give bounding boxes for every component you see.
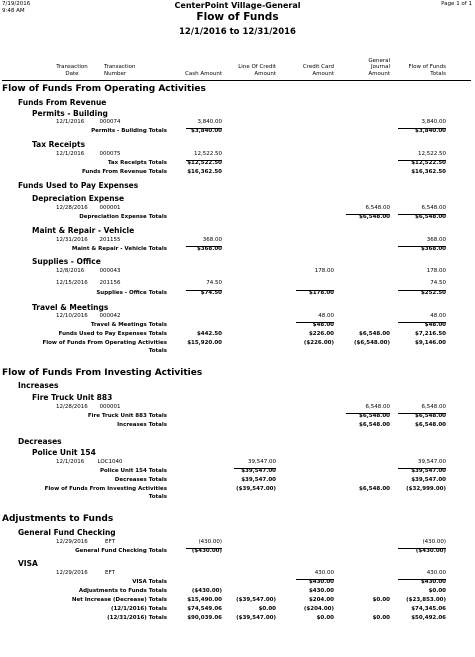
totals-row <box>0 413 475 422</box>
gj-amount: $6,548.00 <box>359 486 390 492</box>
subtotal-rule <box>398 128 446 129</box>
totals-label: Tax Receipts Totals <box>107 160 167 166</box>
col-credit-card-amount: Credit Card Amount <box>302 64 334 77</box>
total-amount: $48.00 <box>424 322 446 328</box>
totals-row <box>0 160 475 169</box>
subtotal-rule <box>398 160 446 161</box>
totals-label: VISA Totals <box>132 579 167 585</box>
total-amount: ($23,853.00) <box>406 597 446 603</box>
transaction-number: 000075 <box>99 151 121 157</box>
transaction-number: 000074 <box>99 119 121 125</box>
totals-label: Fire Truck Unit 883 Totals <box>87 413 167 419</box>
total-amount: $368.00 <box>420 246 446 252</box>
totals-label: Permits - Building Totals <box>91 128 167 134</box>
cash-amount: $3,840.00 <box>191 128 222 134</box>
subtotal-rule <box>296 290 334 291</box>
totals-label: Adjustments to Funds Totals <box>78 588 167 594</box>
police-unit-heading: Police Unit 154 <box>32 448 96 457</box>
totals-label: (12/31/2016) Totals <box>107 615 167 621</box>
cc-amount: $226.00 <box>308 331 334 337</box>
transaction-number: 000043 <box>99 268 121 274</box>
totals-row <box>0 579 475 588</box>
subtotal-rule <box>398 214 446 215</box>
gj-amount: $6,548.00 <box>359 214 390 220</box>
transaction-date: 12/1/2016 <box>56 151 85 157</box>
section-adjustments-heading: Adjustments to Funds <box>2 514 114 524</box>
cc-amount: 178.00 <box>314 268 334 274</box>
totals-label: General Fund Checking Totals <box>75 548 167 554</box>
gj-amount: $0.00 <box>372 597 390 603</box>
gj-amount: $6,548.00 <box>359 413 390 419</box>
totals-label: Supplies - Office Totals <box>96 290 167 296</box>
cc-amount: $178.00 <box>308 290 334 296</box>
supplies-office-heading: Supplies - Office <box>32 257 101 266</box>
tax-receipts-heading: Tax Receipts <box>32 140 86 149</box>
cc-amount: ($226.00) <box>303 340 334 346</box>
totals-row <box>0 486 475 500</box>
transaction-date: 12/15/2016 <box>56 280 88 286</box>
travel-meetings-heading: Travel & Meetings <box>32 303 109 312</box>
cc-amount: 430.00 <box>314 570 334 576</box>
total-amount: $6,548.00 <box>415 422 446 428</box>
section-investing-heading: Flow of Funds From Investing Activities <box>2 368 203 378</box>
loc-amount: 39,547.00 <box>248 459 276 465</box>
subtotal-rule <box>398 322 446 323</box>
page-number: Page 1 of 1 <box>441 1 472 7</box>
transaction-date: 12/29/2016 <box>56 570 88 576</box>
funds-from-revenue-heading: Funds From Revenue <box>18 98 107 107</box>
totals-row <box>0 322 475 331</box>
cash-amount: $442.50 <box>196 331 222 337</box>
totals-row <box>0 422 475 431</box>
col-line-of-credit-amount: Line Of Credit Amount <box>238 64 276 77</box>
cash-amount: $15,490.00 <box>187 597 222 603</box>
transaction-date: 12/1/2016 <box>56 119 85 125</box>
total-amount: $39,547.00 <box>411 468 446 474</box>
loc-amount: $0.00 <box>258 606 276 612</box>
gj-amount: 6,548.00 <box>365 404 390 410</box>
totals-row <box>0 290 475 299</box>
totals-label: Police Unit 154 Totals <box>100 468 167 474</box>
transaction-number: EFT <box>105 539 115 545</box>
totals-label: Decreases Totals <box>114 477 167 483</box>
subtotal-rule <box>398 290 446 291</box>
permits-building-heading: Permits - Building <box>32 109 108 118</box>
totals-row <box>0 169 475 178</box>
totals-label: Maint & Repair - Vehicle Totals <box>71 246 167 252</box>
totals-row <box>0 214 475 223</box>
totals-label: Increases Totals <box>117 422 167 428</box>
visa-heading: VISA <box>18 559 38 568</box>
total-amount: 74.50 <box>430 280 446 286</box>
cash-amount: $368.00 <box>196 246 222 252</box>
total-amount: $6,548.00 <box>415 413 446 419</box>
gj-amount: ($6,548.00) <box>354 340 390 346</box>
col-cash-amount: Cash Amount <box>185 70 222 77</box>
depreciation-expense-heading: Depreciation Expense <box>32 194 125 203</box>
totals-row <box>0 340 475 354</box>
total-amount: $3,840.00 <box>415 128 446 134</box>
transaction-date: 12/29/2016 <box>56 539 88 545</box>
total-amount: $50,492.06 <box>411 615 446 621</box>
organization-name: CenterPoint Village-General <box>174 1 301 10</box>
totals-label: Funds From Revenue Totals <box>81 169 167 175</box>
cash-amount: (430.00) <box>198 539 222 545</box>
transaction-number: 000001 <box>99 404 121 410</box>
total-amount: $252.50 <box>420 290 446 296</box>
subtotal-rule <box>398 548 446 549</box>
general-fund-checking-heading: General Fund Checking <box>18 528 116 537</box>
totals-label: Flow of Funds From Operating Activities <box>42 340 167 346</box>
cash-amount: ($430.00) <box>191 588 222 594</box>
subtotal-rule <box>398 579 446 580</box>
total-amount: $9,146.00 <box>415 340 446 346</box>
total-amount: $430.00 <box>420 579 446 585</box>
cash-amount: $90,039.06 <box>187 615 222 621</box>
increases-heading: Increases <box>18 381 59 390</box>
totals-label: Travel & Meetings Totals <box>90 322 167 328</box>
totals-row <box>0 331 475 340</box>
subtotal-rule <box>234 468 276 469</box>
gj-amount: $6,548.00 <box>359 331 390 337</box>
total-amount: $74,345.06 <box>411 606 446 612</box>
total-amount: 3,840.00 <box>421 119 446 125</box>
gj-amount: $6,548.00 <box>359 422 390 428</box>
cc-amount: $0.00 <box>316 615 334 621</box>
print-date: 7/19/2016 <box>2 1 31 7</box>
cc-amount: 48.00 <box>318 313 334 319</box>
totals-label: Net Increase (Decrease) Totals <box>71 597 167 603</box>
cc-amount: $430.00 <box>308 588 334 594</box>
column-headers <box>0 50 475 80</box>
totals-label-cont: Totals <box>148 494 167 500</box>
total-amount: $12,522.50 <box>411 160 446 166</box>
totals-label: Flow of Funds From Investing Activities <box>44 486 167 492</box>
totals-row <box>0 615 475 624</box>
cash-amount: 12,522.50 <box>194 151 222 157</box>
totals-row <box>0 597 475 606</box>
total-amount: (430.00) <box>422 539 446 545</box>
cash-amount: $74.50 <box>200 290 222 296</box>
loc-amount: $39,547.00 <box>241 468 276 474</box>
loc-amount: $39,547.00 <box>241 477 276 483</box>
section-operating-heading: Flow of Funds From Operating Activities <box>2 84 206 94</box>
col-flow-of-funds-totals: Flow of Funds Totals <box>408 64 446 77</box>
totals-row <box>0 477 475 486</box>
cash-amount: ($430.00) <box>191 548 222 554</box>
totals-row <box>0 128 475 137</box>
total-amount: $7,216.50 <box>415 331 446 337</box>
cash-amount: 74.50 <box>206 280 222 286</box>
total-amount: $0.00 <box>428 588 446 594</box>
maint-repair-vehicle-heading: Maint & Repair - Vehicle <box>32 226 135 235</box>
report-title: Flow of Funds <box>196 11 279 23</box>
subtotal-rule <box>398 413 446 414</box>
transaction-date: 12/31/2016 <box>56 237 88 243</box>
total-amount: 368.00 <box>426 237 446 243</box>
totals-row <box>0 606 475 615</box>
total-amount: 178.00 <box>426 268 446 274</box>
subtotal-rule <box>398 246 446 247</box>
loc-amount: ($39,547.00) <box>236 615 276 621</box>
total-amount: 6,548.00 <box>421 404 446 410</box>
transaction-row <box>0 280 475 289</box>
header-divider <box>2 80 471 81</box>
subtotal-rule <box>296 322 334 323</box>
subtotal-rule <box>346 214 390 215</box>
transaction-row <box>0 268 475 277</box>
total-amount: ($32,999.00) <box>406 486 446 492</box>
totals-label: (12/1/2016) Totals <box>110 606 167 612</box>
subtotal-rule <box>186 290 222 291</box>
transaction-number: 000001 <box>99 205 121 211</box>
transaction-date: 12/10/2016 <box>56 313 88 319</box>
col-transaction-date: Transaction Date <box>56 64 88 77</box>
total-amount: 6,548.00 <box>421 205 446 211</box>
transaction-date: 12/1/2016 <box>56 459 85 465</box>
totals-row <box>0 548 475 557</box>
cc-amount: $48.00 <box>312 322 334 328</box>
transaction-date: 12/28/2016 <box>56 205 88 211</box>
cash-amount: $15,920.00 <box>187 340 222 346</box>
totals-row <box>0 588 475 597</box>
transaction-number: EFT <box>105 570 115 576</box>
subtotal-rule <box>398 468 446 469</box>
cash-amount: $16,362.50 <box>187 169 222 175</box>
gj-amount: $0.00 <box>372 615 390 621</box>
subtotal-rule <box>186 128 222 129</box>
totals-label: Funds Used to Pay Expenses Totals <box>58 331 167 337</box>
decreases-heading: Decreases <box>18 437 62 446</box>
cash-amount: 3,840.00 <box>197 119 222 125</box>
transaction-date: 12/8/2016 <box>56 268 85 274</box>
loc-amount: ($39,547.00) <box>236 486 276 492</box>
transaction-number: LOC1040 <box>97 459 123 465</box>
total-amount: ($430.00) <box>415 548 446 554</box>
total-amount: 48.00 <box>430 313 446 319</box>
cash-amount: 368.00 <box>202 237 222 243</box>
subtotal-rule <box>186 246 222 247</box>
total-amount: $39,547.00 <box>411 477 446 483</box>
cc-amount: ($204.00) <box>303 606 334 612</box>
report-period: 12/1/2016 to 12/31/2016 <box>179 27 296 37</box>
subtotal-rule <box>186 548 222 549</box>
subtotal-rule <box>186 160 222 161</box>
col-general-journal-amount: General Journal Amount <box>368 57 390 77</box>
cash-amount: $74,549.06 <box>187 606 222 612</box>
totals-row <box>0 468 475 477</box>
total-amount: 12,522.50 <box>418 151 446 157</box>
cash-amount: $12,522.50 <box>187 160 222 166</box>
subtotal-rule <box>296 579 334 580</box>
total-amount: $16,362.50 <box>411 169 446 175</box>
loc-amount: ($39,547.00) <box>236 597 276 603</box>
cc-amount: $430.00 <box>308 579 334 585</box>
totals-label: Depreciation Expense Totals <box>79 214 167 220</box>
transaction-number: 201156 <box>99 280 121 286</box>
transaction-number: 000042 <box>99 313 121 319</box>
total-amount: 430.00 <box>426 570 446 576</box>
col-transaction-number: Transaction Number <box>104 64 136 77</box>
print-time: 9:48 AM <box>2 8 25 14</box>
total-amount: 39,547.00 <box>418 459 446 465</box>
totals-row <box>0 246 475 255</box>
transaction-number: 201155 <box>99 237 121 243</box>
fire-truck-heading: Fire Truck Unit 883 <box>32 393 113 402</box>
totals-label-cont: Totals <box>148 348 167 354</box>
gj-amount: 6,548.00 <box>365 205 390 211</box>
funds-used-expenses-heading: Funds Used to Pay Expenses <box>18 181 139 190</box>
total-amount: $6,548.00 <box>415 214 446 220</box>
transaction-date: 12/28/2016 <box>56 404 88 410</box>
subtotal-rule <box>346 413 390 414</box>
cc-amount: $204.00 <box>308 597 334 603</box>
